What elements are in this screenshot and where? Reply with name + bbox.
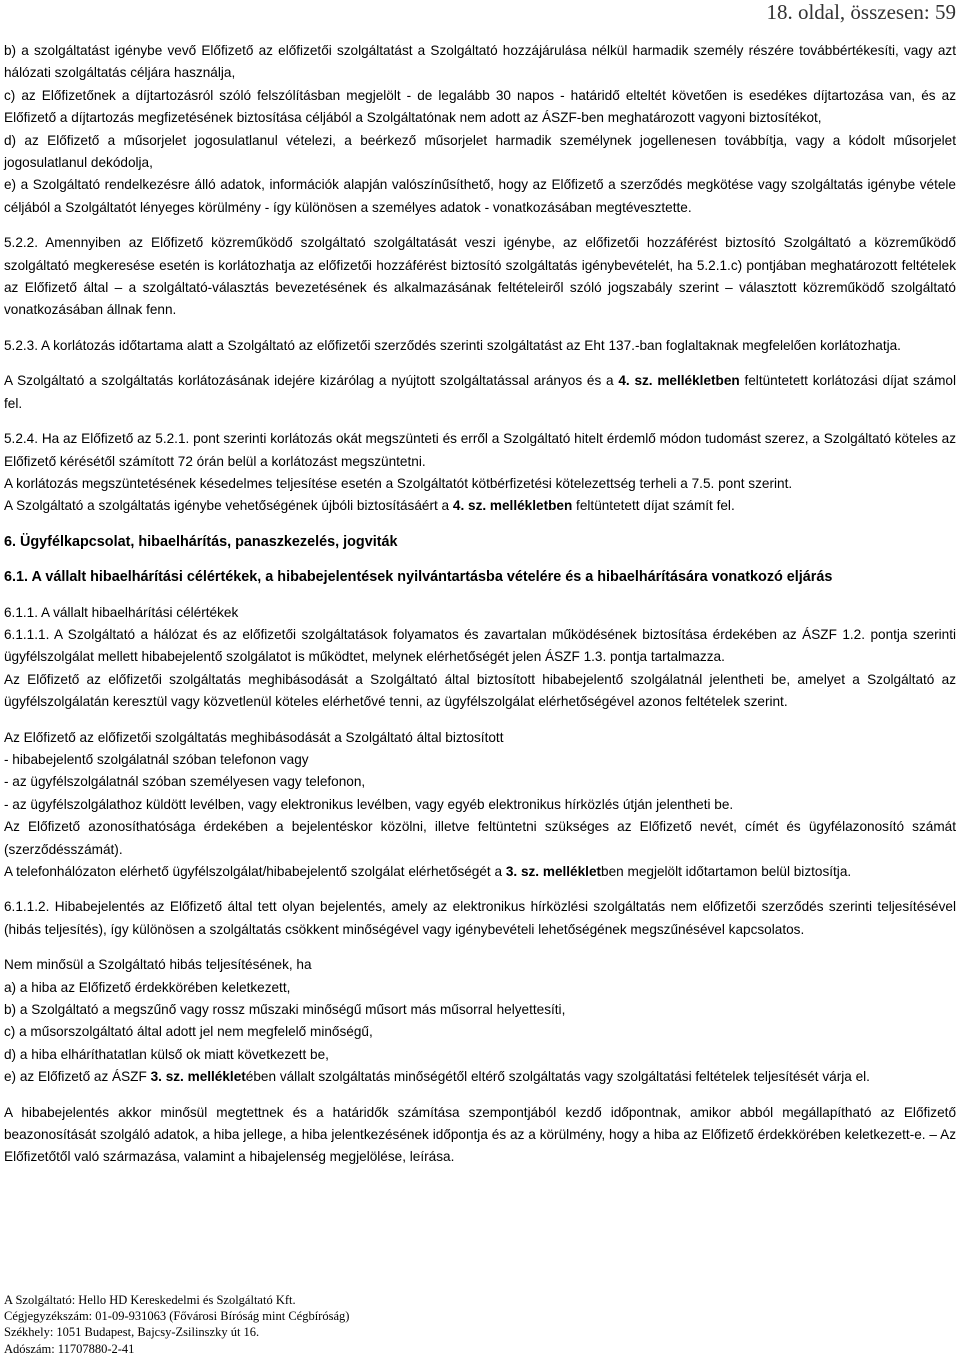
list-item: c) a műsorszolgáltató által adott jel nem megfelelő minőségű, bbox=[4, 1024, 373, 1040]
paragraph: Nem minősül a Szolgáltató hibás teljesítésének, ha bbox=[4, 957, 312, 973]
paragraph: 5.2.2. Amennyiben az Előfizető közreműködő szolgáltató szolgáltatását veszi igénybe, az előfizetői hozzáférést biztosító Szolgáltató a közreműködő szolgáltató megkeresése esetén is korlátozhatja az előfizetői hozzáférést biztosító szolgáltatás igénybevételét, ha 5.2.1.c) pontjában meghatározott feltételek az Előfizető által – a szolgáltató-választás bevezetésének és alkalmazásának feltételeiről szóló jogszabály szerint – választott közreműködő szolgáltató vonatkozásában állnak fenn. bbox=[4, 235, 956, 318]
paragraph: b) a szolgáltatást igénybe vevő Előfizető az előfizetői szolgáltatást a Szolgáltató hozzájárulása nélkül harmadik személy részére továbbértékesíti, vagy azt hálózati szolgáltatás céljára használja, bbox=[4, 43, 956, 81]
paragraph: e) a Szolgáltató rendelkezésre álló adatok, információk alapján valószínűsíthető, hogy az Előfizető a szerződés megkötése vagy szolgáltatás igénybe vétele céljából a Szolgáltatót lényeges körülmény - így különösen a személyes adatok - vonatkozásában megtévesztette. bbox=[4, 177, 956, 215]
footer-tax-number: Adószám: 11707880-2-41 bbox=[4, 1341, 135, 1356]
paragraph: A Szolgáltató a szolgáltatás igénybe vehetőségének újbóli biztosításáért a 4. sz. mellékletben feltüntetett díjat számít fel. bbox=[4, 498, 735, 514]
paragraph: A Szolgáltató a szolgáltatás korlátozásának idejére kizárólag a nyújtott szolgáltatással arányos és a 4. sz. mellékletben feltüntetett korlátozási díjat számol fel. bbox=[4, 373, 956, 411]
footer-company: A Szolgáltató: Hello HD Kereskedelmi és Szolgáltató Kft. bbox=[4, 1293, 296, 1307]
paragraph: Az Előfizető az előfizetői szolgáltatás meghibásodását a Szolgáltató által biztosított bbox=[4, 729, 504, 745]
paragraph: Az Előfizető az előfizetői szolgáltatás meghibásodását a Szolgáltató által biztosított hibabejelentő szolgálatnál jelentheti be, amelyet a Szolgáltató az ügyfélszolgálatán keresztül vagy közvetlenül köteles elérhetővé tenni, az ügyfélszolgálat elérhetőségével azonos feltételek szerint. bbox=[4, 671, 956, 710]
page-number: 18. oldal, összesen: 59 bbox=[766, 0, 956, 24]
list-item: - az ügyfélszolgálathoz küldött levélben, vagy elektronikus levélben, vagy egyéb elektronikus hírközlés útján jelentheti be. bbox=[4, 796, 734, 812]
paragraph: A telefonhálózaton elérhető ügyfélszolgálat/hibabejelentő szolgálat elérhetőségét a 3. sz. mellékletben megjelölt időtartamon belül biztosítja. bbox=[4, 864, 852, 879]
footer-address: Székhely: 1051 Budapest, Bajcsy-Zsilinszky út 16. bbox=[4, 1325, 260, 1340]
footer-registry: Cégjegyzékszám: 01-09-931063 (Fővárosi Bíróság mint Cégbíróság) bbox=[4, 1309, 350, 1324]
paragraph: 6.1.1.1. A Szolgáltató a hálózat és az előfizetői szolgáltatások folyamatos és zavartalan működésének biztosítása érdekében az ÁSZF 1.2. pontja szerinti ügyfélszolgálat mellett hibabejelentő szolgálatot is működtet, melynek elérhetőségét jelen ÁSZF 1.3. pontja tartalmazza. bbox=[4, 626, 956, 665]
page-footer bbox=[4, 1292, 349, 1357]
subsection-heading: 6.1. A vállalt hibaelhárítási célértékek, a hibabejelentések nyilvántartásba vételére és a hibaelhárítására vonatkozó eljárás bbox=[4, 569, 833, 586]
paragraph: Az Előfizető azonosíthatósága érdekében a bejelentéskor közölni, illetve feltüntetni szükséges az Előfizető nevét, címét és ügyfélazonosító számát (szerződésszámát). bbox=[4, 819, 956, 857]
section-heading: 6. Ügyfélkapcsolat, hibaelhárítás, panaszkezelés, jogviták bbox=[4, 533, 398, 550]
list-item: - hibabejelentő szolgálatnál szóban telefonon vagy bbox=[4, 751, 309, 767]
list-item: - az ügyfélszolgálatnál szóban személyesen vagy telefonon, bbox=[4, 774, 366, 790]
list-item: b) a Szolgáltató a megszűnő vagy rossz műszaki minőségű műsort más műsorral helyettesíti, bbox=[4, 1002, 566, 1018]
paragraph: 5.2.4. Ha az Előfizető az 5.2.1. pont szerinti korlátozás okát megszünteti és erről a Szolgáltató hitelt érdemlő módon tudomást szerez, a Szolgáltató köteles az Előfizető kérésétől számított 72 órán belül a korlátozást megszüntetni. bbox=[4, 431, 956, 469]
paragraph: 6.1.1.2. Hibabejelentés az Előfizető által tett olyan bejelentés, amely az elektronikus hírközlési szolgáltatás nem előfizetői szerződés szerinti teljesítésével (hibás teljesítés), így különösen a szolgáltatás csökkent minőségével vagy igénybevételi lehetőségének megszűnésével kapcsolatos. bbox=[4, 899, 956, 937]
paragraph: d) az Előfizető a műsorjelet jogosulatlanul vételezi, a beérkező műsorjelet harmadik személynek jogellenesen továbbítja, vagy a kódolt műsorjelet jogosulatlanul dekódolja, bbox=[4, 132, 956, 171]
paragraph: 5.2.3. A korlátozás időtartama alatt a Szolgáltató az előfizetői szerződés szerinti szolgáltatást az Eht 137.-ban foglaltaknak megfelelően korlátozhatja. bbox=[4, 337, 901, 353]
document-body bbox=[4, 40, 956, 1169]
paragraph: 6.1.1. A vállalt hibaelhárítási célértékek bbox=[4, 604, 239, 620]
paragraph: A korlátozás megszüntetésének késedelmes teljesítése esetén a Szolgáltatót kötbérfizetési kötelezettség terheli a 7.5. pont szerint. bbox=[4, 475, 793, 491]
paragraph: A hibabejelentés akkor minősül megtettnek és a határidők számítása szempontjából kezdő időpontnak, amikor abból megállapítható az Előfizető beazonosítását szolgáló adatok, a hiba jellege, a hiba jelentkezésének időpontja és az a körülmény, hogy a hiba az Előfizető érdekkörében keletkezett-e. – Az Előfizetőtől való származása, valamint a hibajelenség megjelölése, leírása. bbox=[4, 1104, 956, 1165]
list-item: e) az Előfizető az ÁSZF 3. sz. mellékletében vállalt szolgáltatás minőségétől eltérő szolgáltatás vagy szolgáltatási feltételek teljesítését várja el. bbox=[4, 1069, 870, 1085]
list-item: d) a hiba elháríthatatlan külső ok miatt következett be, bbox=[4, 1046, 329, 1062]
paragraph: c) az Előfizetőnek a díjtartozásról szóló felszólításban megjelölt - de legalább 30 napos - határidő elteltét követően is esedékes díjtartozása van, és az Előfizető a díjtartozás megfizetésének biztosítása céljából a Szolgáltatónak nem adott az ÁSZF-ben meghatározott vagyoni biztosítékot, bbox=[4, 87, 956, 126]
list-item: a) a hiba az Előfizető érdekkörében keletkezett, bbox=[4, 979, 291, 995]
